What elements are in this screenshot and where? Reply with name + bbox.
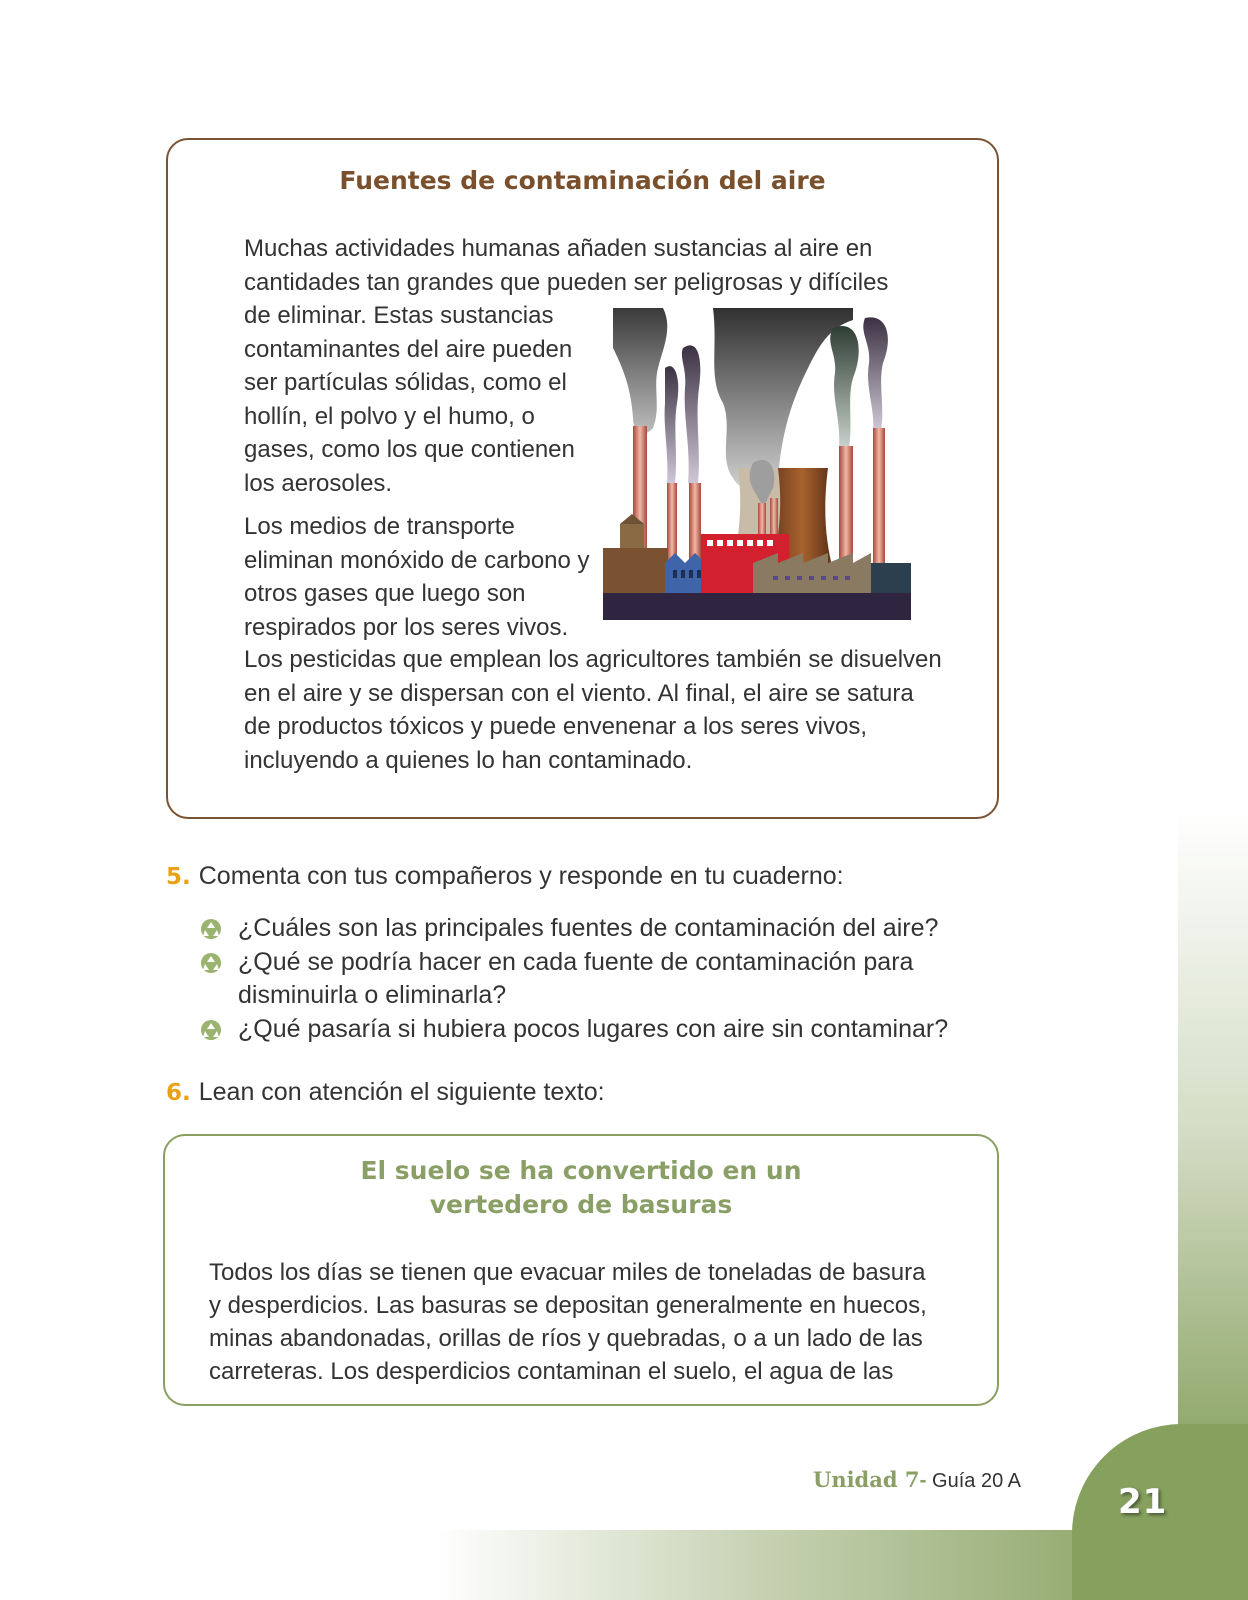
page-number: 21 <box>1118 1482 1168 1522</box>
soil-pollution-box <box>163 1134 999 1406</box>
footer-guide: Guía 20 A <box>926 1470 1021 1492</box>
air-pollution-paragraph-1: Muchas actividades humanas añaden sustancias al aire en cantidades tan grandes que pueden ser peligrosas y difíciles <box>244 235 889 296</box>
footer-unit-guide <box>813 1467 1021 1493</box>
question-6-text: Lean con atención el siguiente texto: <box>198 1078 605 1106</box>
question-5 <box>166 862 844 891</box>
bullet-text: ¿Cuáles son las principales fuentes de contaminación del aire? <box>238 914 939 942</box>
air-pollution-paragraph-2: Los medios de transporte eliminan monóxido de carbono y otros gases que luego son respirados por los seres vivos. <box>244 513 590 641</box>
air-pollution-paragraph-1-continued: de eliminar. Estas sustancias contaminantes del aire pueden ser partículas sólidas, como el hollín, el polvo y el humo, o gases, como los que contienen los aerosoles. <box>244 302 575 497</box>
air-pollution-box <box>166 138 999 819</box>
recycle-icon <box>200 918 222 940</box>
question-6-number: 6. <box>166 1080 191 1106</box>
recycle-icon <box>200 952 222 974</box>
air-pollution-title: Fuentes de contaminación del aire <box>339 166 826 195</box>
footer-unit: Unidad 7 <box>813 1467 920 1492</box>
list-item <box>200 912 960 946</box>
air-pollution-paragraph-3: Los pesticidas que emplean los agricultores también se disuelven en el aire y se dispersan con el viento. Al final, el aire se satura de productos tóxicos y puede envenenar a los seres vivos, incluyendo a quienes lo han contaminado. <box>244 646 942 774</box>
soil-pollution-paragraph: Todos los días se tienen que evacuar miles de toneladas de basura y desperdicios. Las basuras se depositan generalmente en huecos, minas abandonadas, orillas de ríos y quebradas, o a un lado de las carreteras. Los desperdicios contaminan el suelo, el agua de las <box>209 1259 927 1385</box>
list-item <box>200 1013 960 1047</box>
footer-dash: - <box>919 1469 927 1492</box>
soil-pollution-title-line-2: vertedero de basuras <box>429 1190 733 1219</box>
question-5-text: Comenta con tus compañeros y responde en tu cuaderno: <box>198 862 844 890</box>
factory-smokestacks-illustration <box>603 308 911 620</box>
bullet-text: ¿Qué pasaría si hubiera pocos lugares con aire sin contaminar? <box>238 1014 949 1043</box>
bullet-text: ¿Qué se podría hacer en cada fuente de contaminación para disminuirla o eliminarla? <box>238 947 914 1009</box>
list-item <box>200 946 960 1013</box>
decorative-green-edge-bottom <box>0 1530 1248 1600</box>
soil-pollution-title-line-1: El suelo se ha convertido en un <box>360 1156 802 1185</box>
question-6 <box>166 1078 605 1107</box>
question-5-bullet-list <box>200 912 960 1046</box>
soil-pollution-title <box>165 1154 997 1222</box>
recycle-icon <box>200 1019 222 1041</box>
question-5-number: 5. <box>166 864 191 890</box>
